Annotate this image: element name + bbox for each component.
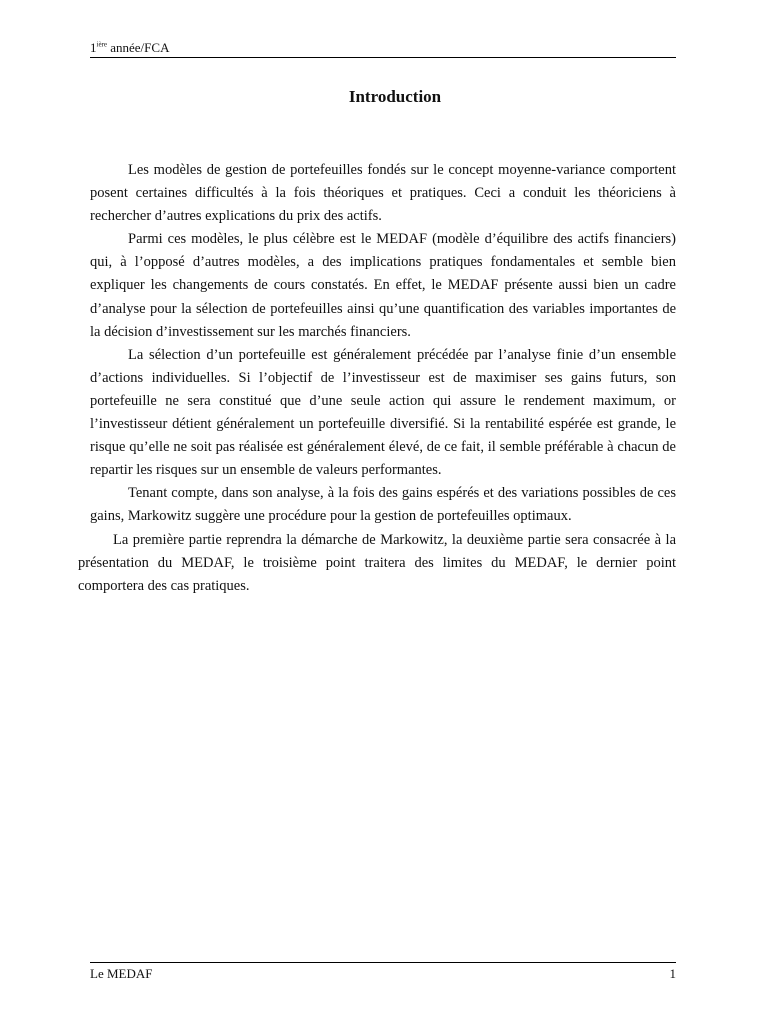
header-program: année/FCA: [107, 40, 170, 55]
paragraph-2: Parmi ces modèles, le plus célèbre est le MEDAF (modèle d’équilibre des actifs financiers) qui, à l’opposé d’autres modèles, a des implications pratiques fondamentales et semble bien expliquer les changements de cours constatés. En effet, le MEDAF présente aussi bien un cadre d’analyse pour la sélection de portefeuilles ainsi qu’une quantification des variables importantes de la décision d’investissement sur les marchés financiers.: [90, 231, 676, 340]
page-footer: [90, 962, 676, 982]
page-header: [90, 40, 676, 58]
paragraph-1: Les modèles de gestion de portefeuilles fondés sur le concept moyenne-variance comportent posent certaines difficultés à la fois théoriques et pratiques. Ceci a conduit les théoriciens à rechercher d’autres explications du prix des actifs.: [90, 162, 676, 225]
paragraph-3: La sélection d’un portefeuille est généralement précédée par l’analyse finie d’un ensemble d’actions individuelles. Si l’objectif de l’investisseur est de maximiser ses gains futurs, son portefeuille ne sera constitué que d’une seule action qui assure le rendement maximum, or l’investisseur détient généralement un portefeuille diversifié. Si la rentabilité espérée est grande, le risque qu’elle ne soit pas réalisée est généralement élevé, de ce fait, il semble préférable à chacun de repartir les risques sur un ensemble de valeurs performantes.: [90, 346, 676, 479]
paragraph-5: La première partie reprendra la démarche de Markowitz, la deuxième partie sera consacrée à la présentation du MEDAF, le troisième point traitera des limites du MEDAF, le dernier point comportera des cas pratiques.: [78, 531, 676, 594]
page-title: Introduction: [348, 87, 442, 106]
paragraph-4: Tenant compte, dans son analyse, à la fois des gains espérés et des variations possibles de ces gains, Markowitz suggère une procédure pour la gestion de portefeuilles optimaux.: [90, 485, 676, 525]
footer-title: Le MEDAF: [90, 966, 153, 981]
document-body: [78, 159, 676, 598]
header-superscript: ière: [96, 40, 107, 49]
page-number: 1: [669, 966, 676, 981]
header-year: 1: [90, 40, 97, 55]
